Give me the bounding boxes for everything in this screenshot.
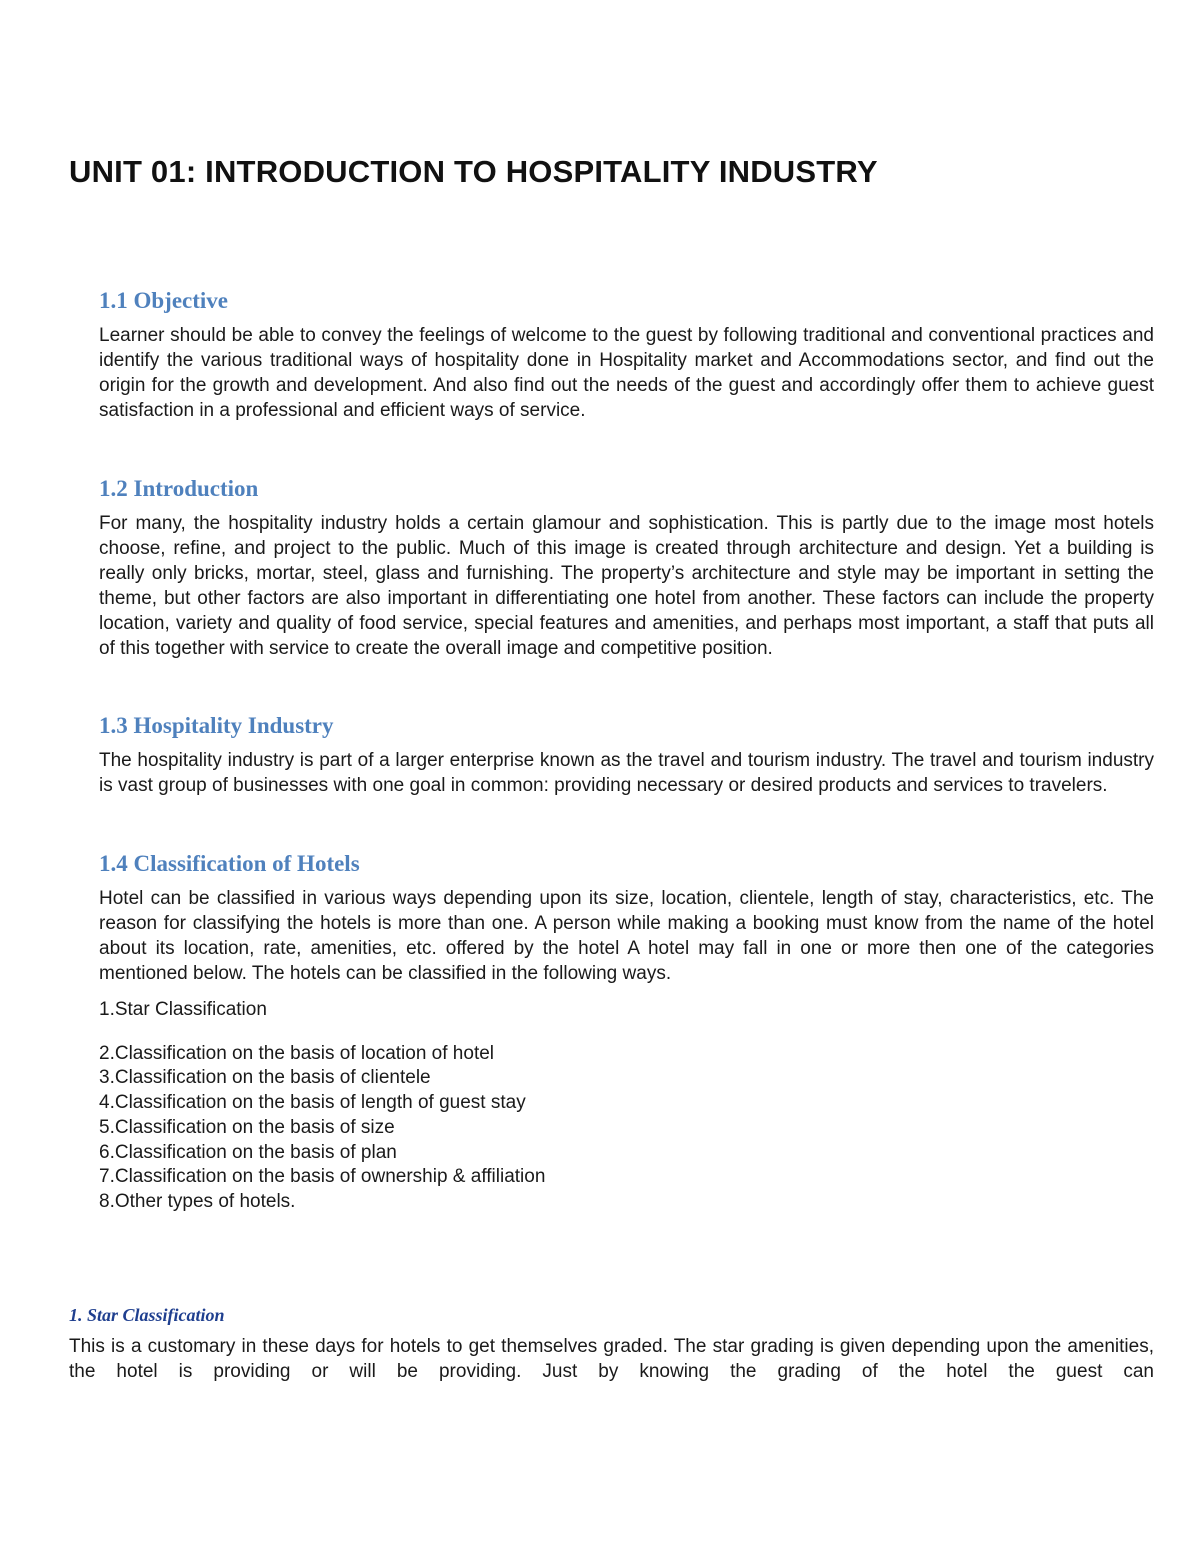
list-item: 1.Star Classification	[99, 999, 267, 1020]
heading-classification: 1.4 Classification of Hotels	[99, 851, 360, 876]
paragraph-objective: Learner should be able to convey the feelings of welcome to the guest by following traditional and conventional practices and identify the various traditional ways of hospitality done in Hospitality market and Accommodations sector, and find out the origin for the growth and development. And also find out the needs of the guest and accordingly offer them to achieve guest satisfaction in a professional and efficient ways of service.	[99, 325, 1154, 421]
paragraph-classification: Hotel can be classified in various ways depending upon its size, location, clientele, length of stay, characteristics, etc. The reason for classifying the hotels is more than one. A person while making a booking must know from the name of the hotel about its location, rate, amenities, etc. offered by the hotel A hotel may fall in one or more then one of the categories mentioned below. The hotels can be classified in the following ways.	[99, 888, 1154, 984]
list-item: 4.Classification on the basis of length of guest stay	[99, 1092, 526, 1114]
subheading-star-classification: 1. Star Classification	[69, 1305, 225, 1325]
heading-objective: 1.1 Objective	[99, 288, 229, 313]
section-classification	[99, 850, 1154, 1215]
section-hospitality-industry	[99, 712, 1154, 798]
list-item: 6.Classification on the basis of plan	[99, 1141, 397, 1163]
paragraph-hospitality-industry: The hospitality industry is part of a larger enterprise known as the travel and tourism industry. The travel and tourism industry is vast group of businesses with one goal in common: providing necessary or desired products and services to travelers.	[99, 750, 1154, 796]
heading-hospitality-industry: 1.3 Hospitality Industry	[99, 713, 334, 738]
classification-list	[99, 998, 1154, 1215]
list-item: 5.Classification on the basis of size	[99, 1116, 395, 1138]
paragraph-introduction: For many, the hospitality industry holds a certain glamour and sophistication. This is partly due to the image most hotels choose, refine, and project to the public. Much of this image is created through architecture and design. Yet a building is really only bricks, mortar, steel, glass and furnishing. The property’s architecture and style may be important in setting the theme, but other factors are also important in differentiating one hotel from another. These factors can include the property location, variety and quality of food service, special features and amenities, and perhaps most important, a staff that puts all of this together with service to create the overall image and competitive position.	[99, 513, 1154, 659]
section-objective	[99, 287, 1154, 423]
list-item: 2.Classification on the basis of location of hotel	[99, 1042, 495, 1064]
list-item: 7.Classification on the basis of ownership & affiliation	[99, 1166, 546, 1188]
list-item: 3.Classification on the basis of clientele	[99, 1067, 431, 1089]
paragraph-star-classification: This is a customary in these days for hotels to get themselves graded. The star grading is given depending upon the amenities, the hotel is providing or will be providing. Just by knowing the grading of the hotel the guest can	[69, 1336, 1154, 1382]
section-introduction	[99, 475, 1154, 661]
list-item: 8.Other types of hotels.	[99, 1190, 296, 1212]
unit-title: UNIT 01: INTRODUCTION TO HOSPITALITY INDUSTRY	[69, 154, 878, 189]
heading-introduction: 1.2 Introduction	[99, 476, 259, 501]
